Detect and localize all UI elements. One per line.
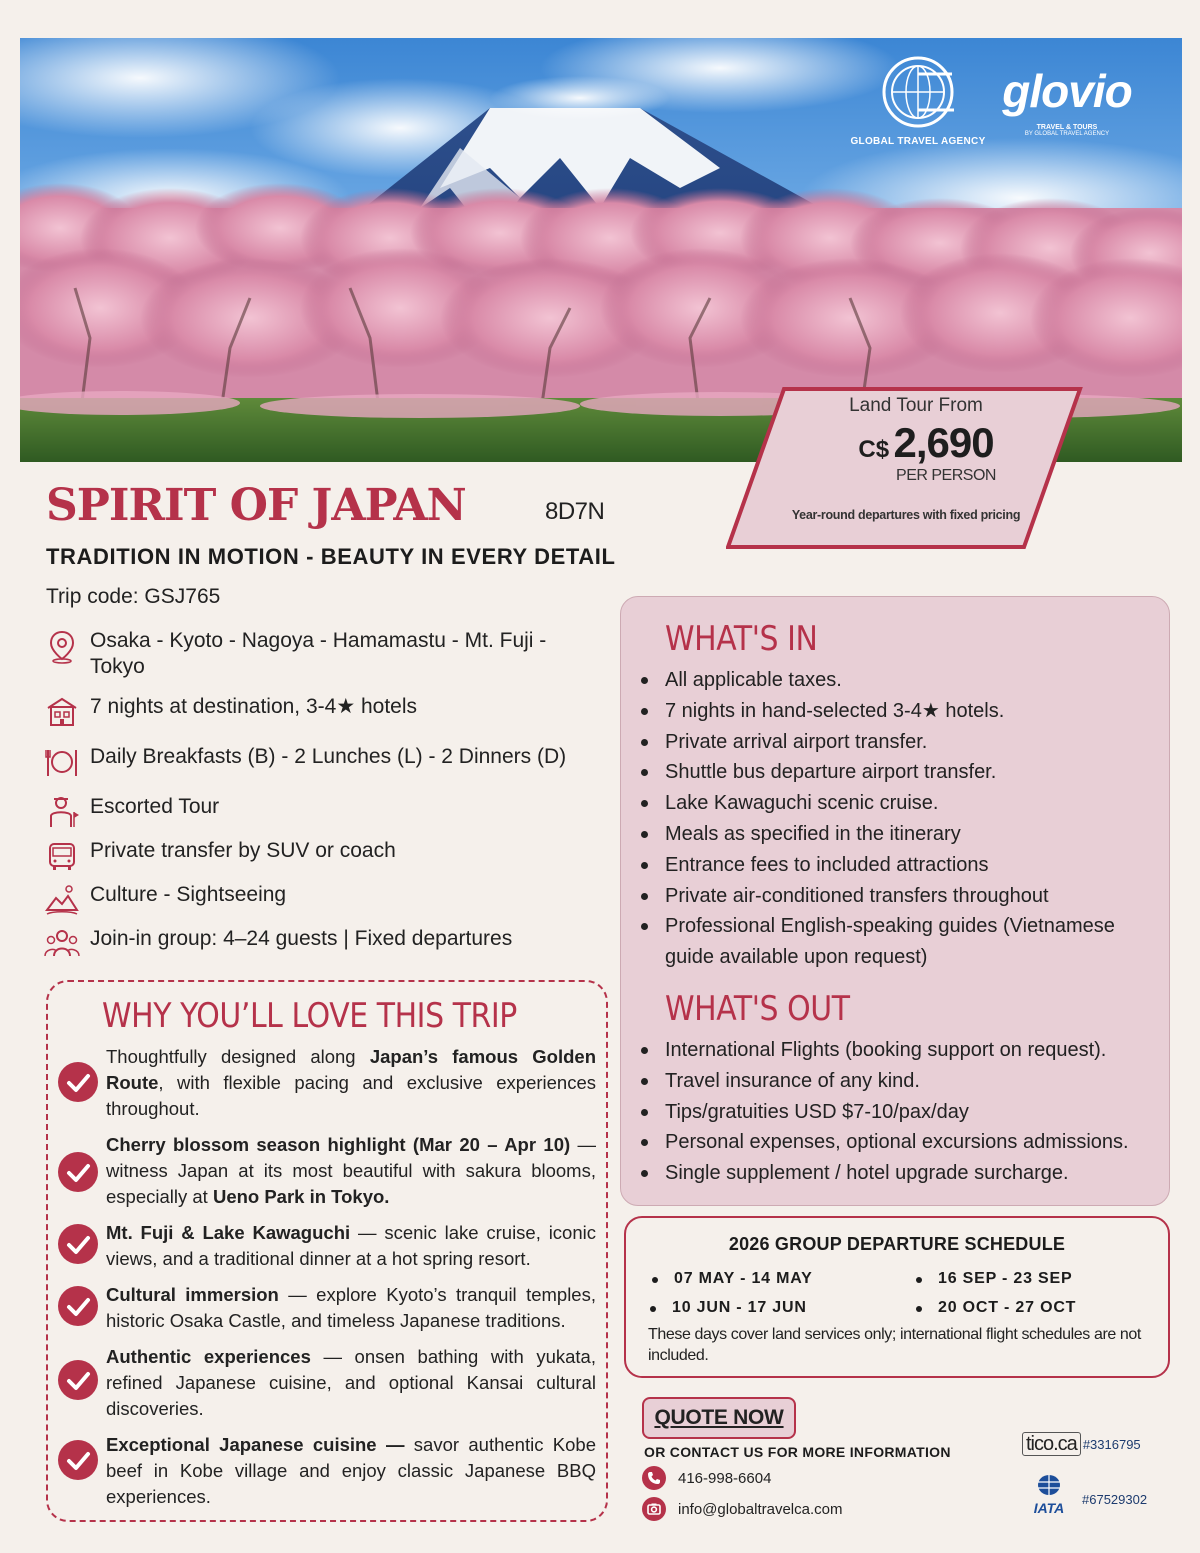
list-item: Travel insurance of any kind. [641,1066,1169,1097]
why-item-golden-route [106,1044,596,1122]
feature-transfer-text: Private transfer by SUV or coach [90,839,396,862]
tico-logo: tico.ca [1022,1432,1081,1456]
feature-hotels [44,694,417,730]
tour-duration: 8D7N [545,498,605,525]
why-item-cuisine [106,1432,596,1510]
departure-date: 20 OCT - 27 OCT [914,1299,1076,1317]
list-item: All applicable taxes. [641,665,1161,696]
price-note: Year-round departures with fixed pricing [791,508,1021,522]
feature-route [44,628,602,680]
feature-hotels-text: 7 nights at destination, 3-4★ hotels [90,695,418,718]
price-label: Land Tour From [849,395,983,416]
why-item-text: — explore Kyoto’s tranquil temples, historic Osaka Castle, and timeless Japanese traditions. [106,1284,596,1331]
check-icon [58,1440,98,1480]
phone-contact[interactable] [642,1466,771,1490]
tour-subtitle: TRADITION IN MOTION - BEAUTY IN EVERY DETAIL [46,544,616,569]
feature-escorted [44,794,219,830]
email-address[interactable]: info@globaltravelca.com [678,1500,843,1518]
tico-badge [1022,1432,1141,1456]
location-pin-icon [44,628,80,664]
price-per-person: PER PERSON [896,467,996,484]
check-icon [58,1360,98,1400]
price-badge [726,385,1084,551]
phone-icon [642,1466,666,1490]
list-item: 7 nights in hand-selected 3-4★ hotels. [641,696,1161,727]
feature-meals [44,744,566,780]
feature-sightseeing [44,882,286,918]
global-travel-agency-logo [848,52,988,147]
iata-globe-icon [1022,1474,1076,1496]
check-icon [58,1286,98,1326]
why-love-box [46,980,608,1522]
why-item-highlight: Ueno Park in Tokyo. [212,1186,390,1207]
why-item-highlight: Exceptional Japanese cuisine — [106,1434,405,1455]
check-icon [58,1062,98,1102]
hotel-icon [44,694,80,730]
trip-code: Trip code: GSJ765 [46,585,221,608]
camera-icon [642,1497,666,1521]
list-item: Shuttle bus departure airport transfer. [641,757,1161,788]
feature-meals-text: Daily Breakfasts (B) - 2 Lunches (L) - 2 Dinners (D) [90,745,567,768]
why-item-text: — onsen bathing with yukata, refined Japanese cuisine, and optional Kansai cultural discoveries. [106,1346,596,1419]
list-item: Lake Kawaguchi scenic cruise. [641,788,1161,819]
list-item: International Flights (booking support on request). [641,1035,1169,1066]
glovio-logo [992,65,1142,137]
list-item: Single supplement / hotel upgrade surcharge. [641,1158,1169,1189]
feature-transfer [44,838,396,874]
phone-number[interactable]: 416-998-6604 [678,1469,772,1487]
glovio-tagline: TRAVEL & TOURS [1036,124,1098,131]
why-item-text: — scenic lake cruise, iconic views, and a traditional dinner at a hot spring resort. [106,1222,596,1269]
why-item-authentic [106,1344,596,1422]
feature-group-text: Join-in group: 4–24 guests | Fixed departures [90,927,513,950]
glovio-wordmark: glovio [1002,65,1132,117]
contact-label: OR CONTACT US FOR MORE INFORMATION [644,1444,951,1460]
why-item-highlight: Cultural immersion [106,1284,279,1305]
price-amount-group [826,419,1026,467]
price-currency: C$ [858,436,890,463]
check-icon [58,1224,98,1264]
departure-date: 07 MAY - 14 MAY [650,1270,813,1288]
why-item-text: Thoughtfully designed along [106,1046,370,1067]
why-item-highlight: Cherry blossom season highlight (Mar 20 – Apr 10) [106,1134,571,1155]
iata-wordmark: IATA [1033,1500,1065,1516]
why-item-highlight: Japan’s famous Golden Route [106,1046,597,1093]
bus-icon [44,838,80,874]
why-item-highlight: Mt. Fuji & Lake Kawaguchi [106,1222,351,1243]
departure-date: 10 JUN - 17 JUN [648,1299,807,1317]
departure-schedule [624,1216,1170,1378]
why-item-text: savor authentic Kobe beef in Kobe village and enjoy classic Japanese BBQ experiences. [106,1434,597,1507]
list-item: Tips/gratuities USD $7-10/pax/day [641,1097,1169,1128]
iata-badge [1022,1474,1147,1515]
whats-in-heading: WHAT'S IN [665,619,818,659]
iata-logo [1022,1474,1076,1515]
list-item: Meals as specified in the itinerary [641,819,1161,850]
tour-guide-icon [44,794,80,830]
why-item-text: — witness Japan at its most beautiful with sakura blooms, especially at [106,1134,597,1207]
feature-sightseeing-text: Culture - Sightseeing [90,883,287,906]
check-icon [58,1152,98,1192]
list-item: Personal expenses, optional excursions admissions. [641,1127,1169,1158]
whats-out-heading: WHAT'S OUT [665,989,850,1029]
schedule-note: These days cover land services only; international flight schedules are not included. [648,1326,1141,1364]
email-contact[interactable] [642,1497,842,1521]
list-item: Entrance fees to included attractions [641,850,1161,881]
list-item: Private arrival airport transfer. [641,727,1161,758]
tour-title: SPIRIT OF JAPAN [46,480,466,531]
iata-number: #67529302 [1082,1492,1148,1507]
why-item-highlight: Authentic experiences [106,1346,311,1367]
tico-number: #3316795 [1082,1436,1141,1452]
schedule-heading: 2026 GROUP DEPARTURE SCHEDULE [728,1234,1066,1254]
why-item-text: , with flexible pacing and exclusive experiences throughout. [106,1072,596,1119]
agency-caption: GLOBAL TRAVEL AGENCY [850,136,986,147]
sightseeing-icon [44,882,80,918]
departure-date: 16 SEP - 23 SEP [914,1270,1072,1288]
why-item-mt-fuji [106,1220,596,1272]
whats-out-list [641,1035,1169,1189]
feature-route-text: Osaka - Kyoto - Nagoya - Hamamastu - Mt. Fuji - Tokyo [90,629,547,678]
feature-escorted-text: Escorted Tour [90,795,220,818]
feature-group [44,926,512,962]
why-love-heading: WHY YOU’LL LOVE THIS TRIP [102,996,517,1036]
quote-now-button[interactable]: QUOTE NOW [642,1397,796,1439]
why-item-cherry-blossom [106,1132,596,1210]
globe-logo-icon [878,52,958,132]
group-icon [44,926,80,962]
why-item-cultural [106,1282,596,1334]
price-amount: 2,690 [893,419,994,466]
dining-icon [44,744,80,780]
whats-in-list [641,665,1161,973]
list-item: Professional English-speaking guides (Vietnamese guide available upon request) [641,911,1161,973]
list-item: Private air-conditioned transfers throughout [641,881,1161,912]
inclusions-panel [620,596,1170,1206]
glovio-subtagline: BY GLOBAL TRAVEL AGENCY [1024,131,1110,137]
